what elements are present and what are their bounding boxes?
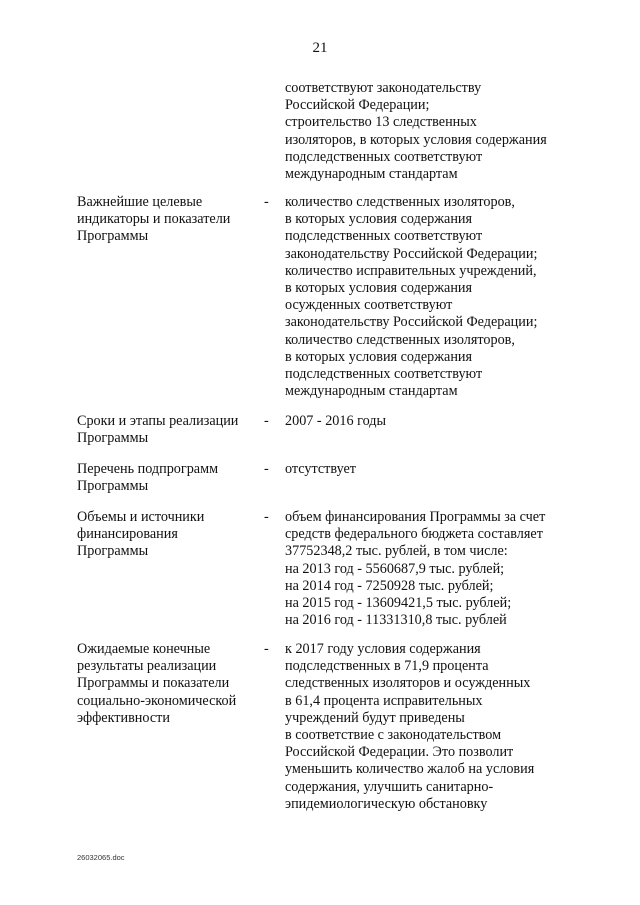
row-value-line: в которых условия содержания bbox=[285, 348, 473, 365]
row-value bbox=[285, 461, 356, 478]
row-label-line: Объемы и источники bbox=[77, 509, 205, 525]
row-label-line: Программы bbox=[77, 543, 149, 560]
row-label-line: Программы bbox=[77, 228, 149, 245]
row-label-line: эффективности bbox=[77, 709, 170, 726]
row-label-line: Программы bbox=[77, 430, 149, 447]
row-value-line: в которых условия содержания bbox=[285, 211, 473, 228]
row-label-line: Программы и показатели bbox=[77, 675, 230, 692]
row-value-line: в которых условия содержания bbox=[285, 280, 473, 297]
row-value-line: подследственных соответствуют bbox=[285, 366, 483, 383]
row-label bbox=[77, 641, 236, 727]
row-dash: - bbox=[264, 641, 269, 657]
row-value-line: уменьшить количество жалоб на условия bbox=[285, 761, 535, 778]
continuation-line: соответствуют законодательству bbox=[285, 80, 482, 96]
row-value-line: учреждений будут приведены bbox=[285, 709, 465, 726]
continuation-line: подследственных соответствуют bbox=[285, 148, 483, 165]
row-value-line: 2007 - 2016 годы bbox=[285, 413, 387, 429]
continuation-text bbox=[285, 80, 547, 183]
row-value-line: 37752348,2 тыс. рублей, в том числе: bbox=[285, 543, 508, 560]
row-value-line: эпидемиологическую обстановку bbox=[285, 795, 488, 812]
row-value bbox=[285, 413, 386, 430]
row-value-line: количество следственных изоляторов, bbox=[285, 331, 515, 348]
row-value-line: на 2015 год - 13609421,5 тыс. рублей; bbox=[285, 595, 512, 612]
row-label-line: индикаторы и показатели bbox=[77, 211, 231, 228]
row-label bbox=[77, 413, 238, 447]
row-value-line: количество исправительных учреждений, bbox=[285, 262, 537, 279]
page-number: 21 bbox=[312, 40, 328, 56]
row-value-line: содержания, улучшить санитарно- bbox=[285, 778, 494, 795]
row-value-line: подследственных в 71,9 процента bbox=[285, 658, 489, 675]
row-label bbox=[77, 461, 218, 495]
continuation-line: изоляторов, в которых условия содержания bbox=[285, 131, 547, 148]
row-value-line: законодательству Российской Федерации; bbox=[285, 245, 538, 262]
row-value-line: осужденных соответствуют bbox=[285, 297, 453, 314]
row-value-line: законодательству Российской Федерации; bbox=[285, 314, 538, 331]
row-value-line: средств федерального бюджета составляет bbox=[285, 526, 543, 543]
continuation-line: Российской Федерации; bbox=[285, 97, 430, 114]
row-label-line: Перечень подпрограмм bbox=[77, 461, 219, 477]
row-label-line: Программы bbox=[77, 478, 149, 495]
row-value-line: Российской Федерации. Это позволит bbox=[285, 744, 514, 761]
row-value-line: на 2014 год - 7250928 тыс. рублей; bbox=[285, 577, 494, 594]
row-value-line: в 61,4 процента исправительных bbox=[285, 692, 483, 709]
row-label-line: Ожидаемые конечные bbox=[77, 641, 211, 657]
row-label-line: Важнейшие целевые bbox=[77, 194, 203, 210]
continuation-line: строительство 13 следственных bbox=[285, 114, 477, 131]
row-value-line: к 2017 году условия содержания bbox=[285, 641, 481, 657]
row-value bbox=[285, 194, 537, 400]
document-filename: 26032065.doc bbox=[77, 853, 125, 862]
row-value-line: на 2013 год - 5560687,9 тыс. рублей; bbox=[285, 560, 505, 577]
row-label-line: финансирования bbox=[77, 526, 178, 543]
row-label-line: результаты реализации bbox=[77, 658, 217, 675]
row-value-line: на 2016 год - 11331310,8 тыс. рублей bbox=[285, 612, 507, 629]
row-value bbox=[285, 509, 545, 629]
row-label bbox=[77, 509, 204, 561]
row-dash: - bbox=[264, 194, 269, 210]
row-dash: - bbox=[264, 461, 269, 477]
row-value-line: международным стандартам bbox=[285, 383, 458, 400]
row-value-line: отсутствует bbox=[285, 461, 356, 477]
row-value-line: в соответствие с законодательством bbox=[285, 727, 502, 744]
row-value bbox=[285, 641, 534, 813]
row-value-line: подследственных соответствуют bbox=[285, 228, 483, 245]
continuation-line: международным стандартам bbox=[285, 166, 458, 183]
row-value-line: количество следственных изоляторов, bbox=[285, 194, 515, 210]
row-dash: - bbox=[264, 413, 269, 429]
row-value-line: объем финансирования Программы за счет bbox=[285, 509, 546, 525]
row-value-line: следственных изоляторов и осужденных bbox=[285, 675, 531, 692]
row-label-line: Сроки и этапы реализации bbox=[77, 413, 239, 429]
row-label-line: социально-экономической bbox=[77, 692, 237, 709]
row-dash: - bbox=[264, 509, 269, 525]
row-label bbox=[77, 194, 230, 246]
